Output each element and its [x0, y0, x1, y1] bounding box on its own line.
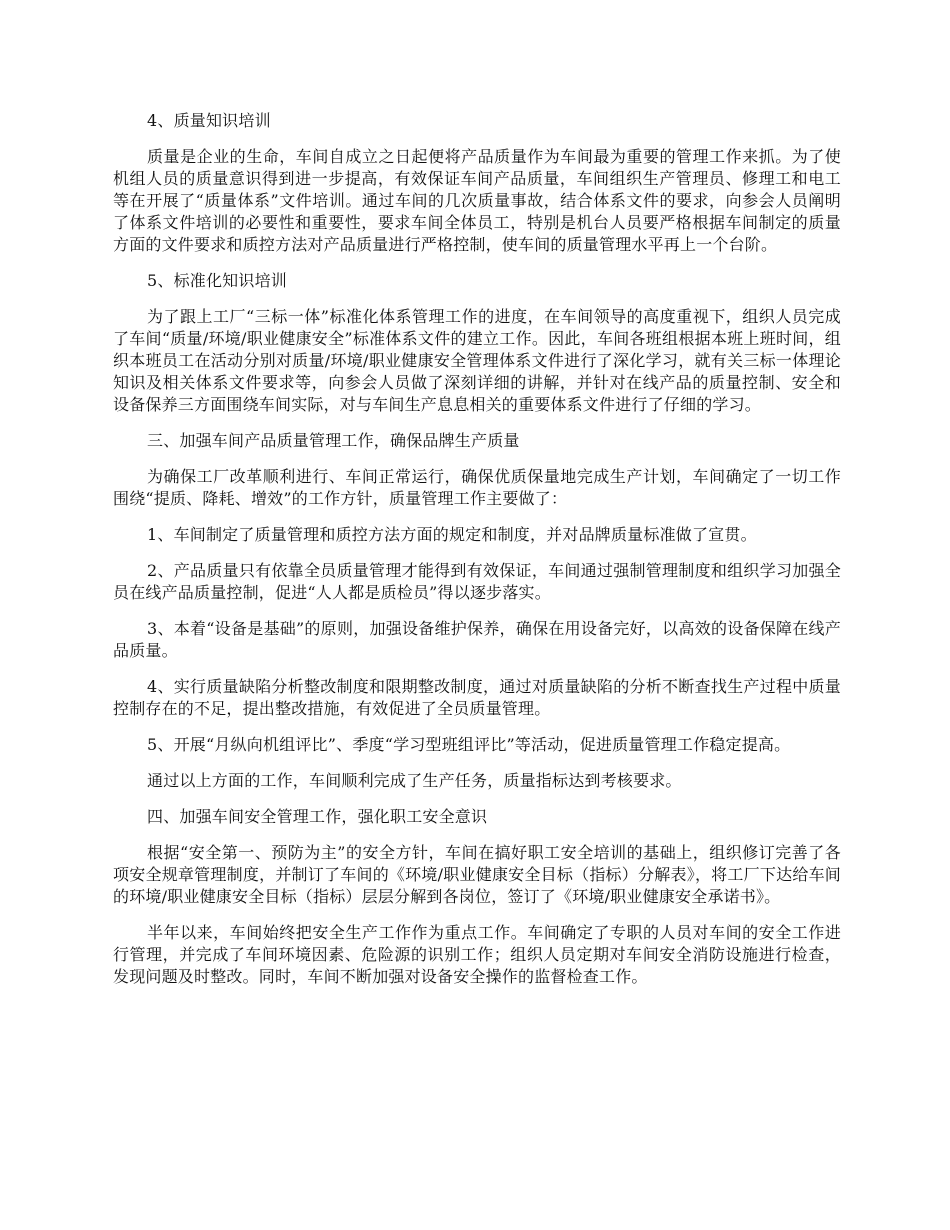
paragraph: 为确保工厂改革顺利进行、车间正常运行，确保优质保量地完成生产计划，车间确定了一切工作围绕“提质、降耗、增效”的工作方针，质量管理工作主要做了： — [113, 467, 841, 508]
document-body — [113, 110, 841, 1002]
paragraph: 为了跟上工厂“三标一体”标准化体系管理工作的进度，在车间领导的高度重视下，组织人员完成了车间“质量/环境/职业健康安全”标准体系文件的建立工作。因此，车间各班组根据本班上班时间，组织本班员工在活动分别对质量/环境/职业健康安全管理体系文件进行了深化学习，就有关三标一体理论知识及相关体系文件要求等，向参会人员做了深刻详细的讲解，并针对在线产品的质量控制、安全和设备保养三方面围绕车间实际，对与车间生产息息相关的重要体系文件进行了仔细的学习。 — [113, 307, 841, 414]
heading-standardization-training: 5、标准化知识培训 — [147, 271, 287, 290]
heading-section-four: 四、加强车间安全管理工作，强化职工安全意识 — [147, 807, 488, 826]
paragraph: 半年以来，车间始终把安全生产工作作为重点工作。车间确定了专职的人员对车间的安全工作进行管理，并完成了车间环境因素、危险源的识别工作；组织人员定期对车间安全消防设施进行检查，发现问题及时整改。同时，车间不断加强对设备安全操作的监督检查工作。 — [113, 923, 841, 986]
list-item: 4、实行质量缺陷分析整改制度和限期整改制度，通过对质量缺陷的分析不断查找生产过程中质量控制存在的不足，提出整改措施，有效促进了全员质量管理。 — [113, 677, 841, 718]
paragraph: 根据“安全第一、预防为主”的安全方针，车间在搞好职工安全培训的基础上，组织修订完善了各项安全规章管理制度，并制订了车间的《环境/职业健康安全目标（指标）分解表》，将工厂下达给车间的环境/职业健康安全目标（指标）层层分解到各岗位，签订了《环境/职业健康安全承诺书》。 — [113, 843, 841, 906]
list-item: 3、本着“设备是基础”的原则，加强设备维护保养，确保在用设备完好，以高效的设备保障在线产品质量。 — [113, 619, 841, 660]
paragraph: 通过以上方面的工作，车间顺利完成了生产任务，质量指标达到考核要求。 — [147, 771, 682, 790]
heading-quality-training: 4、质量知识培训 — [147, 111, 271, 130]
list-item: 1、车间制定了质量管理和质控方法方面的规定和制度，并对品牌质量标准做了宣贯。 — [147, 525, 757, 544]
paragraph: 质量是企业的生命，车间自成立之日起便将产品质量作为车间最为重要的管理工作来抓。为了使机组人员的质量意识得到进一步提高，有效保证车间产品质量，车间组织生产管理员、修理工和电工等在开展了“质量体系”文件培训。通过车间的几次质量事故，结合体系文件的要求，向参会人员阐明了体系文件培训的必要性和重要性，要求车间全体员工，特别是机台人员要严格根据车间制定的质量方面的文件要求和质控方法对产品质量进行严格控制，使车间的质量管理水平再上一个台阶。 — [113, 147, 841, 254]
list-item: 5、开展“月纵向机组评比”、季度“学习型班组评比”等活动，促进质量管理工作稳定提高。 — [147, 735, 791, 754]
list-item: 2、产品质量只有依靠全员质量管理才能得到有效保证，车间通过强制管理制度和组织学习加强全员在线产品质量控制，促进“人人都是质检员”得以逐步落实。 — [113, 561, 841, 602]
heading-section-three: 三、加强车间产品质量管理工作，确保品牌生产质量 — [147, 431, 520, 450]
